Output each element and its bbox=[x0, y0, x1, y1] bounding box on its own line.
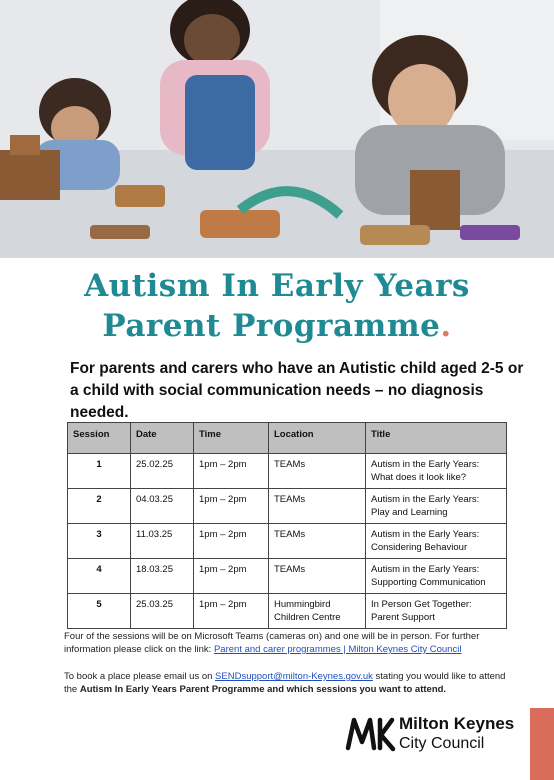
session-title bbox=[366, 524, 507, 559]
booking-middle: stating you would like to attend the bbox=[64, 671, 506, 695]
logo-line2: City Council bbox=[399, 735, 485, 752]
session-time: 1pm – 2pm bbox=[194, 524, 269, 559]
header-title: Title bbox=[366, 423, 507, 454]
table-row bbox=[68, 454, 507, 489]
title-line2: Play and Learning bbox=[371, 507, 448, 518]
session-number: 1 bbox=[68, 454, 131, 489]
table-row bbox=[68, 559, 507, 594]
title-line2: Considering Behaviour bbox=[371, 542, 468, 553]
session-date: 04.03.25 bbox=[131, 489, 194, 524]
session-number: 2 bbox=[68, 489, 131, 524]
title-line1: Autism in the Early Years: bbox=[371, 494, 480, 505]
title-line1: Autism in the Early Years: bbox=[371, 459, 480, 470]
session-location: TEAMs bbox=[269, 489, 366, 524]
location-line1: Hummingbird bbox=[274, 599, 331, 610]
table-header-row bbox=[68, 423, 507, 454]
info-text: Four of the sessions will be on Microsoft Teams (cameras on) and one will be in person. For further information please click on the link: bbox=[64, 631, 480, 655]
session-date: 25.02.25 bbox=[131, 454, 194, 489]
session-location: TEAMs bbox=[269, 559, 366, 594]
title-line2: Parent Support bbox=[371, 612, 435, 623]
session-date: 25.03.25 bbox=[131, 594, 194, 629]
title-line1: Autism in the Early Years: bbox=[371, 529, 480, 540]
table-row bbox=[68, 594, 507, 629]
session-title bbox=[366, 559, 507, 594]
subtitle-line1: For parents and carers who have an Autistic child aged 2-5 or bbox=[70, 360, 524, 377]
hero-photo bbox=[0, 0, 554, 258]
email-link[interactable]: SENDsupport@milton-Keynes.gov.uk bbox=[215, 671, 373, 682]
session-number: 3 bbox=[68, 524, 131, 559]
header-session: Session bbox=[68, 423, 131, 454]
page-title-line1: Autism In Early Years bbox=[84, 268, 470, 304]
table-row bbox=[68, 489, 507, 524]
table-row bbox=[68, 524, 507, 559]
booking-prefix: To book a place please email us on bbox=[64, 671, 216, 682]
title-line2: Supporting Communication bbox=[371, 577, 486, 588]
header-time: Time bbox=[194, 423, 269, 454]
session-time: 1pm – 2pm bbox=[194, 489, 269, 524]
session-title bbox=[366, 489, 507, 524]
title-text: Parent Programme bbox=[102, 308, 441, 344]
header-date: Date bbox=[131, 423, 194, 454]
session-date: 18.03.25 bbox=[131, 559, 194, 594]
session-location: TEAMs bbox=[269, 524, 366, 559]
session-number: 4 bbox=[68, 559, 131, 594]
title-line2: What does it look like? bbox=[371, 472, 467, 483]
subtitle-line2: a child with social communication needs – no diagnosis needed. bbox=[70, 382, 484, 421]
session-time: 1pm – 2pm bbox=[194, 559, 269, 594]
header-location: Location bbox=[269, 423, 366, 454]
session-time: 1pm – 2pm bbox=[194, 454, 269, 489]
title-line1: Autism in the Early Years: bbox=[371, 564, 480, 575]
session-time: 1pm – 2pm bbox=[194, 594, 269, 629]
page-title-line2 bbox=[0, 308, 554, 344]
session-title bbox=[366, 594, 507, 629]
session-location bbox=[269, 594, 366, 629]
info-paragraph bbox=[64, 630, 520, 656]
corner-accent-bar bbox=[530, 708, 554, 780]
mk-monogram-icon bbox=[344, 708, 396, 758]
title-line1: In Person Get Together: bbox=[371, 599, 472, 610]
programmes-link[interactable]: Parent and carer programmes | Milton Keynes City Council bbox=[213, 644, 462, 655]
location-line2: Children Centre bbox=[274, 612, 341, 623]
session-number: 5 bbox=[68, 594, 131, 629]
booking-paragraph bbox=[64, 670, 520, 696]
session-date: 11.03.25 bbox=[131, 524, 194, 559]
session-title bbox=[366, 454, 507, 489]
session-location: TEAMs bbox=[269, 454, 366, 489]
booking-bold: Autism In Early Years Parent Programme and which sessions you want to attend. bbox=[79, 684, 447, 695]
title-accent-dot: . bbox=[440, 308, 452, 344]
logo-line1: Milton Keynes bbox=[399, 714, 515, 733]
session-table bbox=[67, 422, 507, 629]
